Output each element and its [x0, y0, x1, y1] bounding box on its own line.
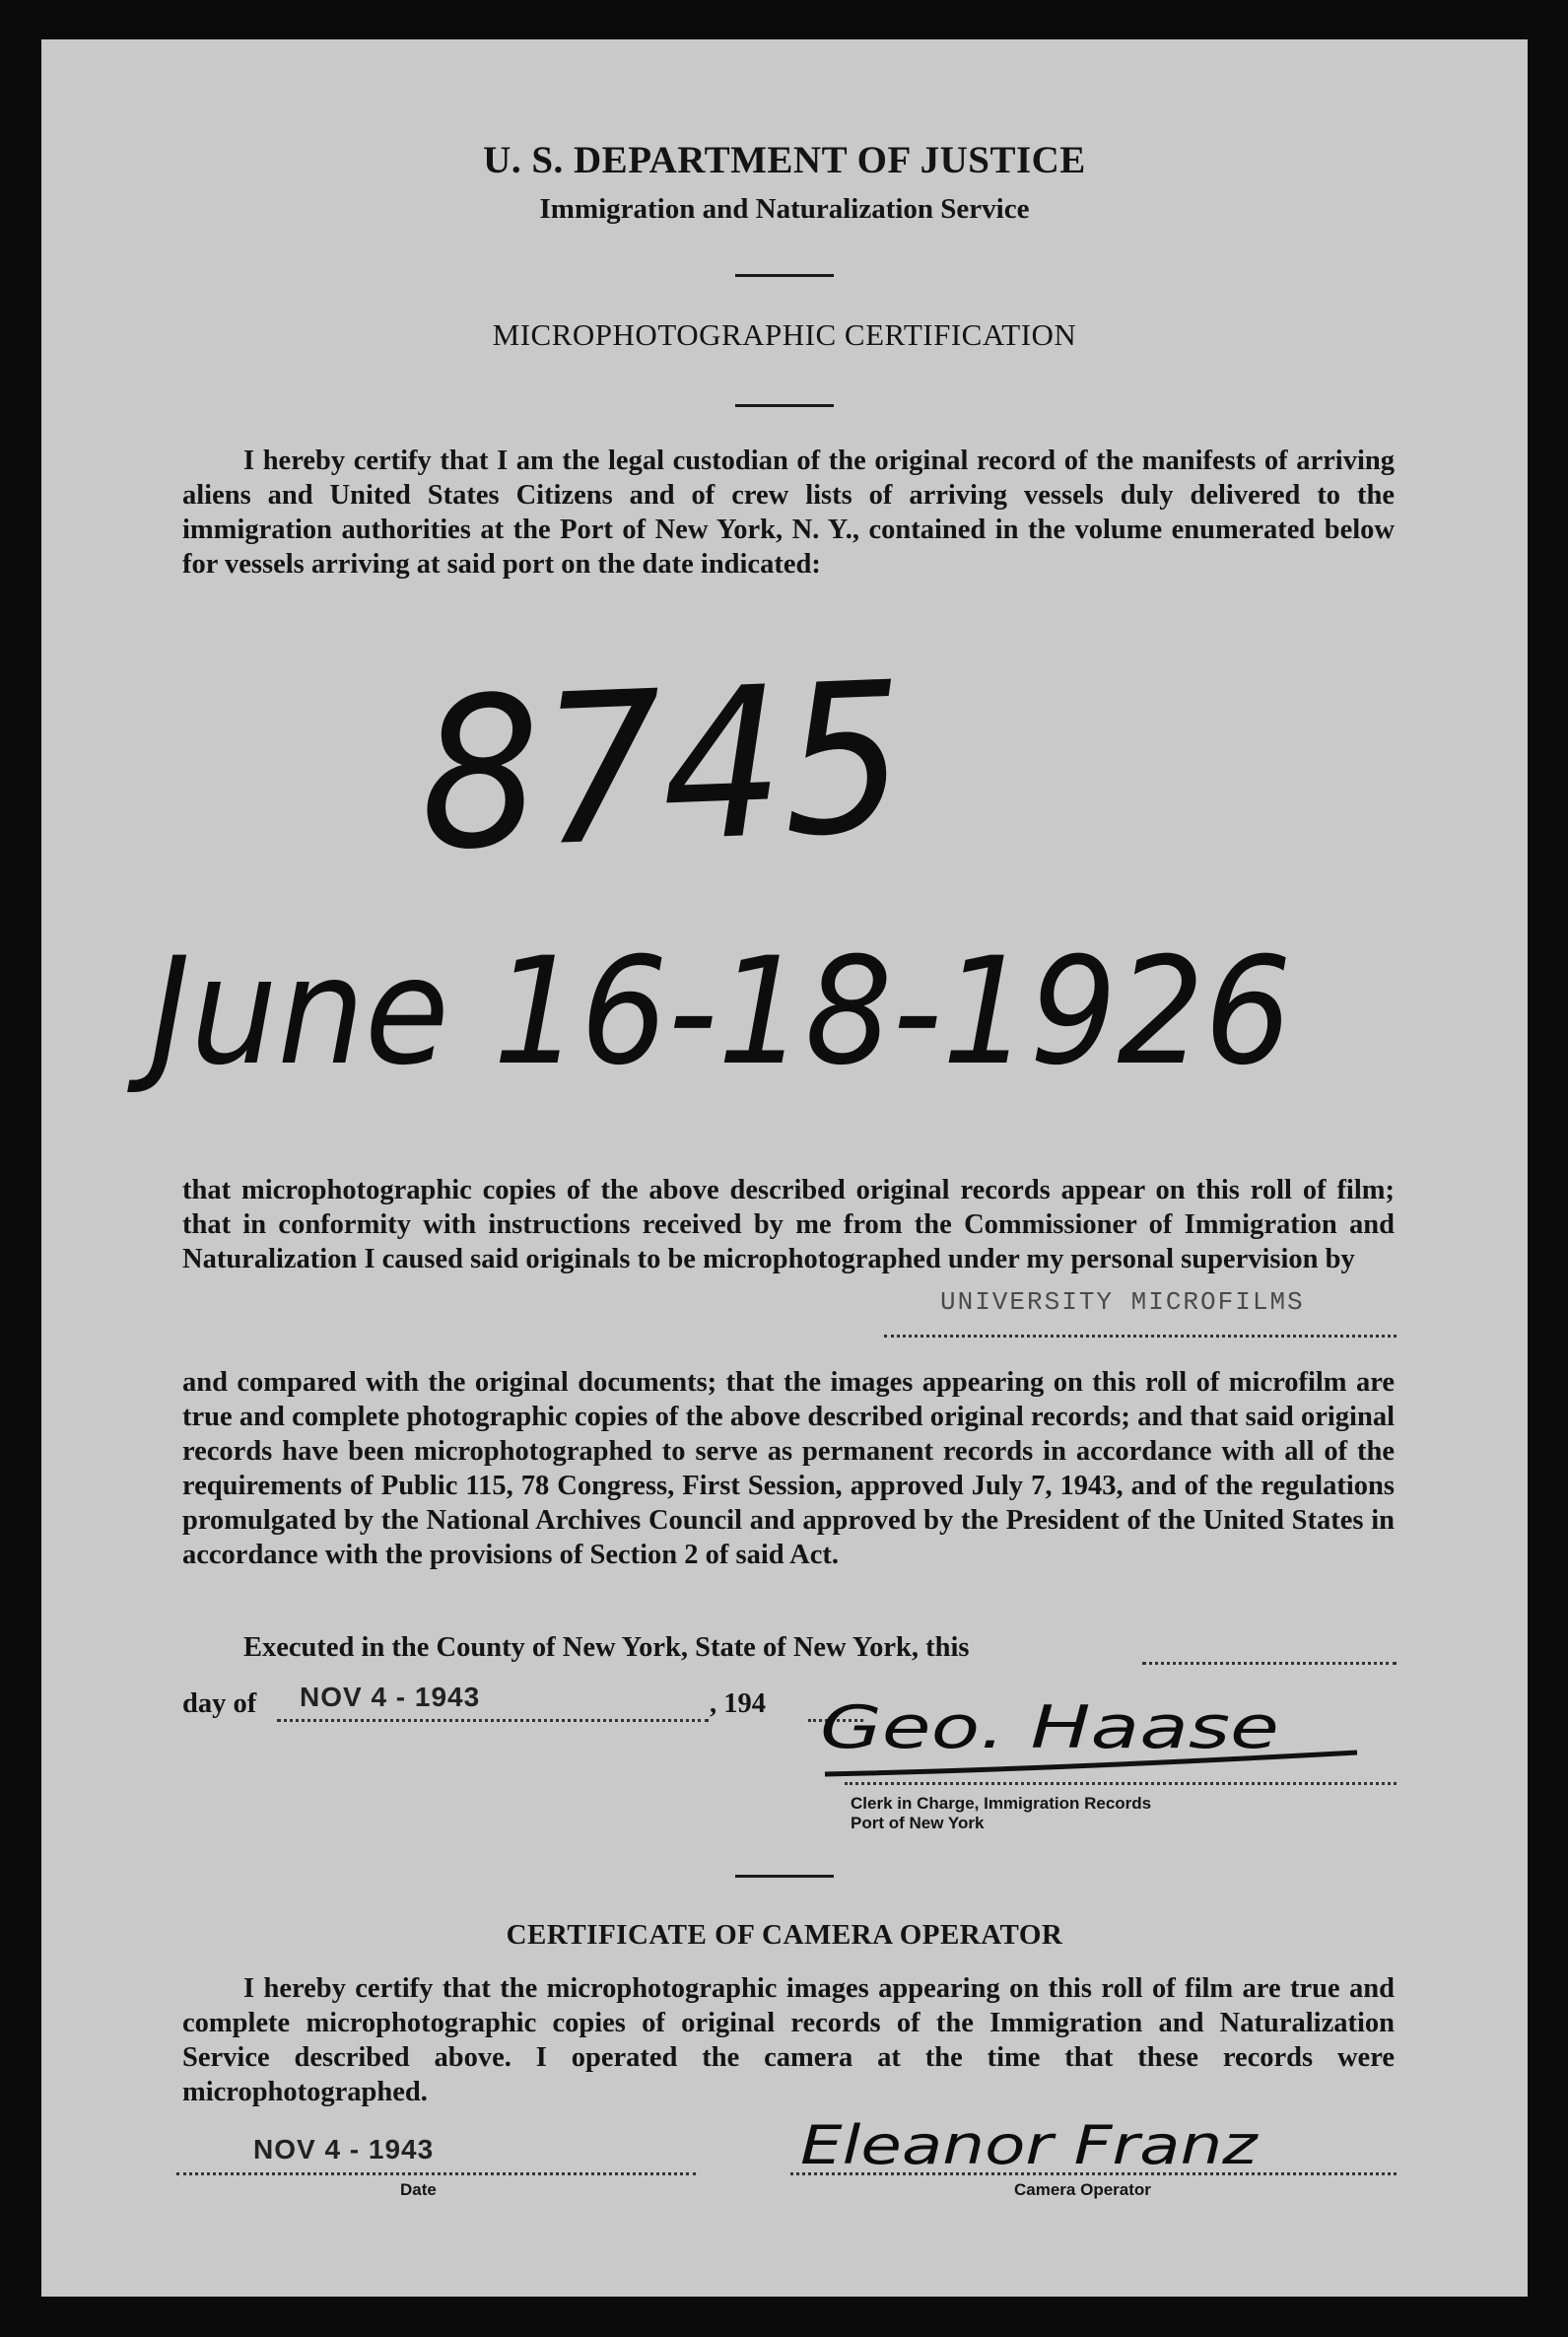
body-text-part1: that microphotographic copies of the above described original records appear on this roll of film; that in conformity with instructions received by me from the Commissioner of Immigration and Naturalization I caused said originals to be microphotographed under my personal supervision by: [182, 1175, 1395, 1274]
body-paragraph-part2: [182, 1365, 1395, 1572]
handwritten-date-range: June 16-18-1926: [150, 927, 1292, 1098]
execution-date-stamp: NOV 4 - 1943: [300, 1682, 481, 1712]
clerk-office: Port of New York: [851, 1814, 985, 1832]
dotted-line: [1142, 1654, 1397, 1665]
clerk-signature: Geo. Haase: [820, 1693, 1279, 1762]
camera-operator-signature: Eleanor Franz: [800, 2114, 1258, 2176]
camera-date-stamp: NOV 4 - 1943: [253, 2134, 435, 2165]
department-title: U. S. DEPARTMENT OF JUSTICE: [483, 139, 1086, 181]
dotted-line: [845, 1774, 1397, 1785]
body-paragraph-part1: [182, 1173, 1395, 1276]
camera-certificate-title: CERTIFICATE OF CAMERA OPERATOR: [506, 1919, 1063, 1951]
day-of-label: day of: [182, 1688, 257, 1719]
dotted-line: [790, 2165, 1397, 2175]
divider: [735, 1875, 834, 1878]
clerk-title: Clerk in Charge, Immigration Records: [851, 1794, 1152, 1813]
camera-paragraph: [182, 1971, 1395, 2109]
dotted-line: [176, 2165, 696, 2175]
service-subtitle: Immigration and Naturalization Service: [539, 193, 1030, 225]
camera-text: I hereby certify that the microphotographic images appearing on this roll of film are true and complete microphotographic copies of original records of the Immigration and Naturalization Service described above. I operated the camera at the time that these records were microphotographed.: [182, 1973, 1395, 2107]
body-text-part2: and compared with the original documents; that the images appearing on this roll of microfilm are true and complete photographic copies of the above described original records; and that said original records have been microphotographed to serve as permanent records in accordance with all of the requirements of Public 115, 78 Congress, First Session, approved July 7, 1943, and of the regulations promulgated by the National Archives Council and approved by the President of the United States in accordance with the provisions of Section 2 of said Act.: [182, 1367, 1395, 1570]
intro-paragraph: [182, 444, 1395, 582]
certification-title: MICROPHOTOGRAPHIC CERTIFICATION: [492, 317, 1077, 352]
year-prefix: , 194: [710, 1688, 766, 1719]
date-label: Date: [400, 2180, 437, 2199]
divider: [735, 274, 834, 277]
executed-statement: Executed in the County of New York, State of New York, this: [243, 1632, 970, 1663]
divider: [735, 404, 834, 407]
company-stamp: UNIVERSITY MICROFILMS: [940, 1287, 1305, 1317]
handwritten-volume-number: 8745: [416, 637, 909, 897]
camera-operator-label: Camera Operator: [1014, 2180, 1151, 2199]
intro-text: I hereby certify that I am the legal custodian of the original record of the manifests of arriving aliens and United States Citizens and of crew lists of arriving vessels duly delivered to the immigration authorities at the Port of New York, N. Y., contained in the volume enumerated below for vessels arriving at said port on the date indicated:: [182, 446, 1395, 580]
certificate-sheet: [41, 39, 1528, 2297]
dotted-line: [884, 1327, 1397, 1338]
